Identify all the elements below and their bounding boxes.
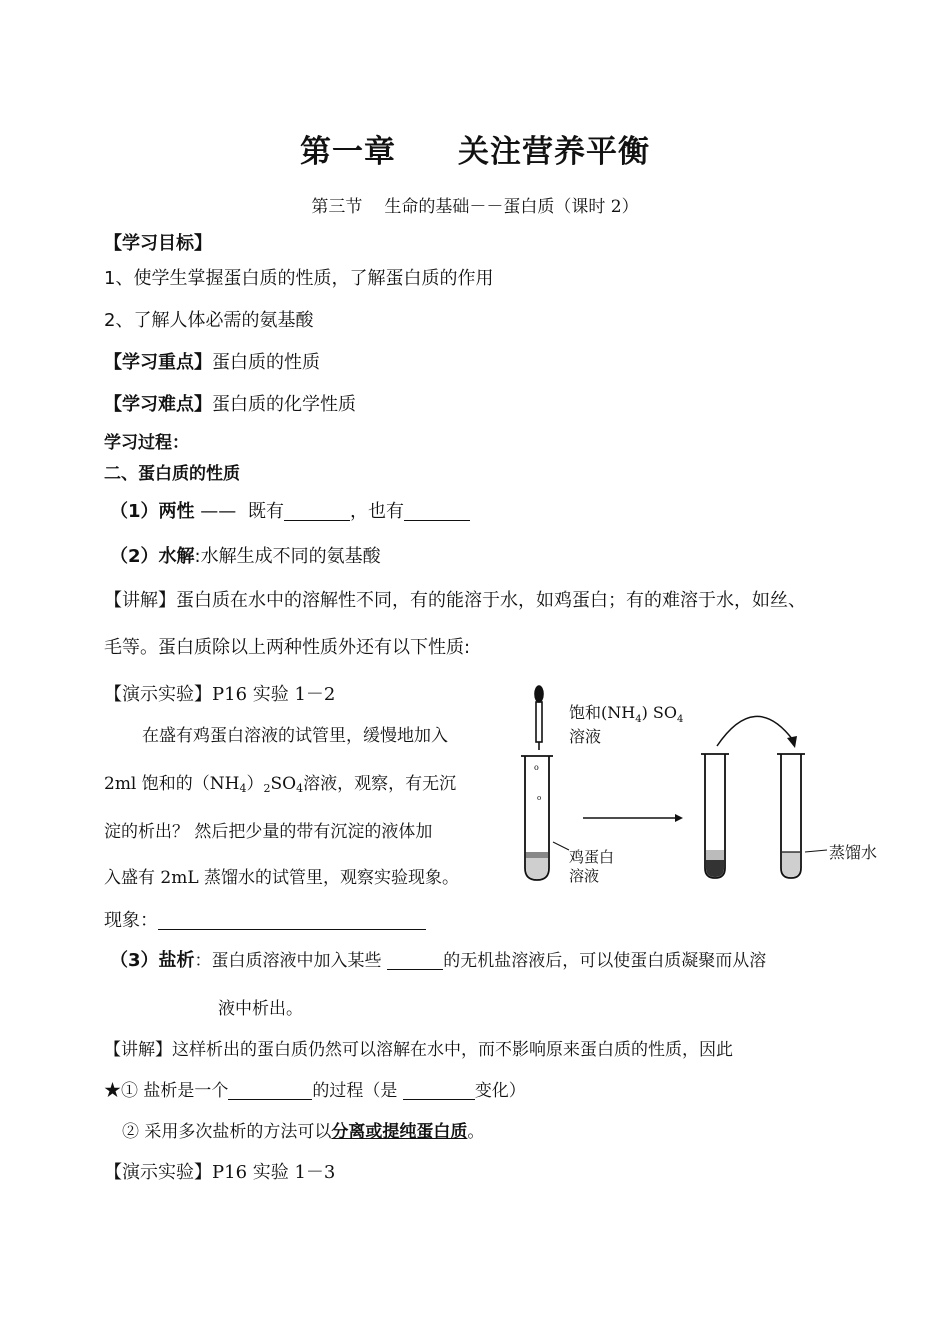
- point-2-text-b: 。: [467, 1122, 485, 1142]
- phenomenon-blank[interactable]: [158, 911, 426, 930]
- demo-1-line-4: 入盛有 2mL 蒸馏水的试管里，观察实验现象。: [104, 868, 460, 888]
- explain-1-line-2: 毛等。蛋白质除以上两种性质外还有以下性质:: [104, 637, 471, 658]
- demo-1-line-1: 在盛有鸡蛋白溶液的试管里，缓慢地加入: [142, 726, 448, 746]
- property-3-line-2: 液中析出。: [218, 999, 303, 1019]
- property-1-dash: ——: [200, 501, 237, 522]
- property-3-text-b: 的无机盐溶液后，可以使蛋白质凝聚而从溶: [443, 951, 767, 971]
- test-tube-right-icon: [777, 754, 805, 878]
- difficulty-text: 蛋白质的化学性质: [212, 394, 356, 415]
- point-2: [122, 1117, 484, 1142]
- demo-1-line-2-c: 溶液，观察，有无沉: [303, 774, 457, 794]
- objective-item-1: 1、使学生掌握蛋白质的性质，了解蛋白质的作用: [104, 268, 494, 289]
- key-point-text: 蛋白质的性质: [212, 352, 320, 373]
- test-tube-left-icon: [521, 756, 553, 880]
- demo-1-line-2: [104, 769, 456, 795]
- key-point: [104, 348, 320, 374]
- point-1-text-c: 变化）: [474, 1081, 526, 1101]
- chapter-title: 关注营养平衡: [458, 134, 650, 170]
- property-1-text-a: 既有: [248, 501, 284, 522]
- experiment-figure: [515, 682, 895, 892]
- explain-1-line-1: [104, 586, 806, 612]
- label-solution: 溶液: [569, 727, 602, 746]
- phenomenon-label: 现象：: [104, 910, 158, 931]
- curved-arrow-icon: [717, 716, 797, 748]
- objective-item-2: 2、了解人体必需的氨基酸: [104, 310, 314, 331]
- blank-2[interactable]: [404, 502, 470, 521]
- label-distilled-water: 蒸馏水: [829, 843, 878, 862]
- section-subtitle: [0, 192, 950, 217]
- section-title: 生命的基础－－蛋白质（课时 2）: [384, 197, 639, 217]
- demo-1-line-2-a: 2ml 饱和的（NH: [104, 774, 240, 794]
- point-1-text-b: 的过程（是: [312, 1081, 398, 1101]
- section-number: 第三节: [311, 197, 363, 217]
- demo-1-so: SO: [270, 774, 297, 794]
- label-saturated: 饱和$(NH_4)$ $SO_4$: [569, 703, 684, 725]
- property-3-text-a: ：蛋白质溶液中加入某些: [194, 951, 382, 971]
- process-label: 学习过程：: [104, 433, 189, 453]
- demo-2-label: 【演示实验】: [104, 1162, 212, 1183]
- blank-1[interactable]: [284, 502, 350, 521]
- objectives-heading: 【学习目标】: [104, 233, 212, 254]
- section2-heading: 二、蛋白质的性质: [104, 464, 240, 484]
- arrow-right-icon: [583, 814, 683, 822]
- dropper-icon: [535, 686, 543, 750]
- demo-1-label: 【演示实验】: [104, 684, 212, 705]
- demo-1-sub-4: 4: [239, 782, 247, 795]
- chapter-number: 第一章: [300, 134, 396, 170]
- svg-text:o: o: [537, 794, 542, 802]
- demo-1-heading: [104, 680, 335, 706]
- demo-1-ref: P16 实验 1－2: [212, 684, 336, 705]
- blank-5[interactable]: [403, 1081, 475, 1100]
- property-3: [110, 946, 766, 972]
- property-2-label: （2）水解: [110, 546, 195, 567]
- demo-2-heading: [104, 1158, 335, 1184]
- demo-1-sub-4b: 4: [296, 782, 304, 795]
- label-egg-white: 鸡蛋白: [569, 848, 615, 866]
- page-title: [0, 126, 950, 171]
- blank-3[interactable]: [387, 951, 443, 970]
- explain-2-text: 这样析出的蛋白质仍然可以溶解在水中，而不影响原来蛋白质的性质，因此: [172, 1040, 733, 1060]
- property-3-label: （3）盐析: [110, 950, 195, 971]
- phenomenon-line: [104, 906, 426, 932]
- property-1-text-b: ，也有: [350, 501, 404, 522]
- property-2-text: :水解生成不同的氨基酸: [194, 546, 381, 567]
- test-tube-middle-icon: [701, 754, 729, 878]
- point-2-underlined: 分离或提纯蛋白质: [331, 1122, 468, 1142]
- property-1-label: （1）两性: [110, 501, 195, 522]
- blank-4[interactable]: [228, 1081, 312, 1100]
- explain-1-label: 【讲解】: [104, 590, 176, 611]
- difficulty-label: 【学习难点】: [104, 394, 212, 415]
- pointer-line: [553, 842, 569, 850]
- explain-2: [104, 1035, 733, 1060]
- point-1-text-a: ★① 盐析是一个: [104, 1081, 229, 1101]
- demo-2-ref: P16 实验 1－3: [212, 1162, 336, 1183]
- pointer-line-right: [805, 850, 827, 852]
- explain-2-label: 【讲解】: [104, 1040, 172, 1060]
- demo-1-line-2-b: ）: [246, 774, 264, 794]
- point-2-text-a: ② 采用多次盐析的方法可以: [122, 1122, 332, 1142]
- property-2: [110, 542, 381, 568]
- key-point-label: 【学习重点】: [104, 352, 212, 373]
- demo-1-line-3: 淀的析出？ 然后把少量的带有沉淀的液体加: [104, 822, 433, 842]
- difficulty: [104, 390, 356, 416]
- demo-1-sub-2: 2: [263, 782, 271, 795]
- property-1: [110, 497, 470, 523]
- point-1: [104, 1076, 526, 1101]
- explain-1-text: 蛋白质在水中的溶解性不同，有的能溶于水，如鸡蛋白；有的难溶于水，如丝、: [176, 590, 806, 611]
- svg-text:o: o: [534, 763, 539, 772]
- label-egg-solution: 溶液: [569, 867, 600, 885]
